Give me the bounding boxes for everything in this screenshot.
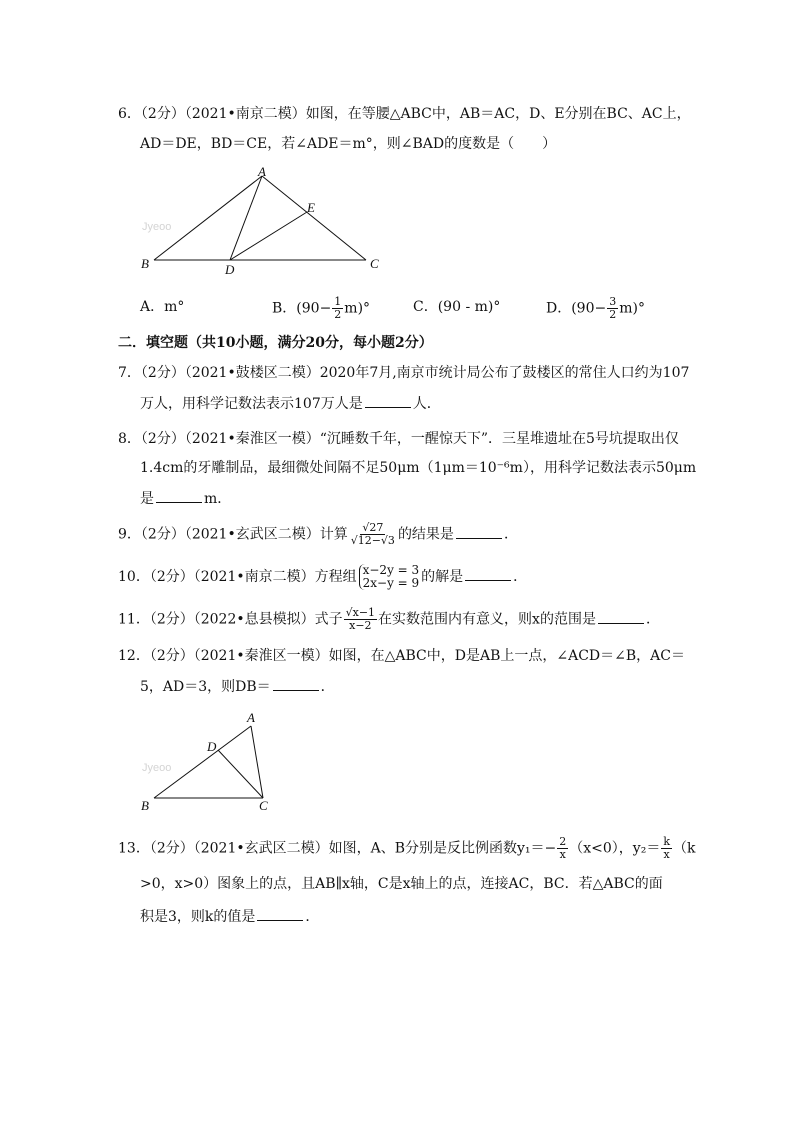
- watermark: Jyeoo: [142, 762, 172, 774]
- q6-score: （2分）: [140, 106, 185, 122]
- q6-label-c: C: [370, 256, 379, 271]
- q7-answer-blank: [365, 393, 411, 408]
- q9-answer-blank: [456, 524, 502, 539]
- q6-source: （2021•南京二模）: [184, 106, 306, 122]
- q10-answer-blank: [465, 566, 511, 581]
- q6-segment-de: [230, 212, 307, 260]
- q8-line1: 8．（2分）（2021•秦淮区一模）“沉睡数千年，一醒惊天下”．三星堆遗址在5号坑提取出仅: [118, 431, 679, 447]
- q11-line: 11．（2分）（2022•息县模拟）式子 $\frac{√x-1}{x-2}$ 在实数范围内有意义，则x的范围是 ．: [118, 606, 660, 632]
- q6-text-1: 如图，在等腰△ABC中，AB＝AC，D、E分别在BC、AC上，: [305, 106, 691, 122]
- q9-line: 9．（2分）（2021•玄武区二模）计算 $\frac{√27}{√12-√3}$ 的结果是 ．: [118, 521, 518, 547]
- q12-label-d: D: [207, 739, 217, 754]
- q6-segment-ac: [262, 176, 366, 260]
- q13-answer-blank: [257, 906, 303, 921]
- q12-answer-blank: [273, 676, 319, 691]
- q11-answer-blank: [598, 609, 644, 624]
- q7-line2: 万人，用科学记数法表示107万人是 人．: [140, 393, 441, 414]
- q12-label-c: C: [259, 798, 268, 813]
- q6-number: 6．: [118, 106, 141, 122]
- q12-line1: 12．（2分）（2021•秦淮区一模）如图，在△ABC中，D是AB上一点，∠ACD＝∠B，AC＝: [118, 648, 685, 664]
- q6-label-e: E: [307, 200, 315, 215]
- q10-line: 10．（2分）（2021•南京二模）方程组 x−2y = 3 2x−y = 9 的解是 ．: [118, 563, 528, 590]
- q6-line2: AD＝DE，BD＝CE，若∠ADE＝m°，则∠BAD的度数是（ ）: [140, 136, 557, 152]
- q6-line1: [118, 104, 691, 124]
- q12-line2: 5，AD＝3，则DB＝ ．: [140, 676, 335, 697]
- q6-label-b: B: [141, 256, 149, 271]
- section-title: 二．填空题（共10小题，满分20分，每小题2分）: [118, 335, 433, 351]
- q8-line3: 是 m．: [140, 488, 231, 509]
- q12-figure: [130, 706, 290, 816]
- q12-label-a: A: [247, 710, 255, 725]
- q6-label-d: D: [225, 262, 235, 277]
- q7-line1: 7．（2分）（2021•鼓楼区二模）2020年7月,南京市统计局公布了鼓楼区的常住人口约为107: [118, 365, 690, 381]
- watermark: Jyeoo: [142, 221, 172, 233]
- q6-option-d: D．(90− $\frac{3}{2}$ m)°: [546, 295, 645, 321]
- q6-option-a: A．m°: [140, 299, 185, 315]
- q13-line2: >0，x>0）图象上的点，且AB∥x轴，C是x轴上的点，连接AC，BC．若△ABC的面: [140, 876, 663, 892]
- q13-line1: 13．（2分）（2021•玄武区二模）如图，A、B分别是反比例函数y₁＝− $\frac{2}{x}$ （x<0），y₂＝ $\frac{k}{x}$ （k: [118, 835, 696, 861]
- q6-label-a: A: [258, 164, 266, 179]
- q13-line3: 积是3，则k的值是 ．: [140, 906, 319, 927]
- q6-option-c: C．(90 - m)°: [413, 299, 501, 315]
- q8-line2: 1.4cm的牙雕制品，最细微处间隔不足50μm（1μm＝10⁻⁶m），用科学记数法表示50μm: [140, 460, 697, 476]
- q6-figure: [130, 160, 390, 280]
- q8-answer-blank: [156, 488, 202, 503]
- q6-option-b: B．(90− $\frac{1}{2}$ m)°: [272, 295, 371, 321]
- q12-label-b: B: [141, 798, 149, 813]
